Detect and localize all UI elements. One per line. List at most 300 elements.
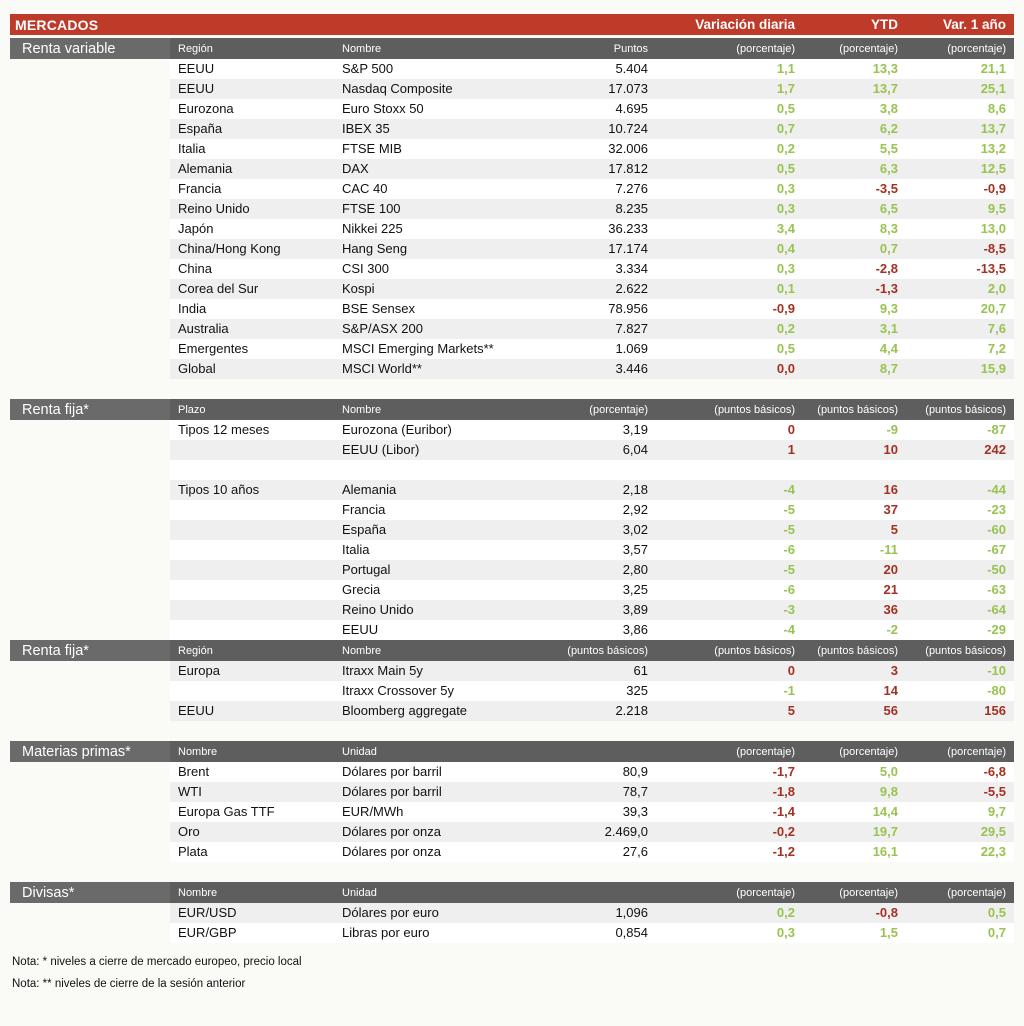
- cell-region: EEUU: [178, 81, 215, 96]
- cell-level: 3,25: [622, 582, 648, 597]
- row-label-spacer: [10, 903, 170, 923]
- row-cells: [170, 802, 1014, 822]
- table-row: [10, 681, 1014, 701]
- cell-daily-var: -0,9: [772, 301, 795, 316]
- cell-daily-var: -1: [783, 683, 795, 698]
- row-label-spacer: [10, 620, 170, 640]
- cell-ytd: 1,5: [879, 925, 898, 940]
- table-row: [10, 199, 1014, 219]
- cell-ytd: 9,3: [879, 301, 898, 316]
- col-unit-ytd: (puntos básicos): [817, 403, 898, 416]
- table-row: [10, 239, 1014, 259]
- cell-region: EUR/GBP: [178, 925, 237, 940]
- cell-ytd: 16: [883, 482, 898, 497]
- cell-1y-var: 13,2: [980, 141, 1006, 156]
- cell-level: 2.218: [615, 703, 648, 718]
- cell-name: Portugal: [342, 562, 391, 577]
- col-header-2: Nombre: [342, 42, 382, 55]
- table-row: [10, 560, 1014, 580]
- cell-level: 8.235: [615, 201, 648, 216]
- cell-ytd: -0,8: [875, 905, 898, 920]
- row-cells: [170, 620, 1014, 640]
- table-row: [10, 620, 1014, 640]
- table-row: [10, 359, 1014, 379]
- row-label-spacer: [10, 420, 170, 440]
- cell-level: 17.073: [608, 81, 648, 96]
- table-row: [10, 500, 1014, 520]
- cell-level: [532, 460, 655, 480]
- table-row: [10, 299, 1014, 319]
- report-title-bar: [10, 14, 1014, 35]
- col-header-3: (puntos básicos): [567, 644, 648, 657]
- cell-level: 1.069: [615, 341, 648, 356]
- cell-name: Itraxx Main 5y: [342, 663, 423, 678]
- row-cells: [170, 923, 1014, 943]
- cell-1y-var: 29,5: [980, 824, 1006, 839]
- col-header-2: Unidad: [342, 886, 377, 899]
- cell-1y-var: 242: [984, 442, 1006, 457]
- row-label-spacer: [10, 701, 170, 721]
- row-label-spacer: [10, 339, 170, 359]
- cell-daily-var: 0,3: [776, 181, 795, 196]
- cell-name: CAC 40: [342, 181, 388, 196]
- cell-level: 3,19: [622, 422, 648, 437]
- row-label-spacer: [10, 923, 170, 943]
- cell-1y-var: 0,7: [987, 925, 1006, 940]
- cell-1y-var: -29: [987, 622, 1006, 637]
- cell-daily-var: [655, 460, 801, 480]
- cell-1y-var: -64: [987, 602, 1006, 617]
- cell-daily-var: 1,7: [776, 81, 795, 96]
- cell-name: Dólares por onza: [342, 824, 441, 839]
- cell-daily-var: 0,2: [776, 905, 795, 920]
- cell-region: [170, 580, 342, 600]
- section-header-materias-primas: [10, 741, 1014, 762]
- cell-daily-var: -5: [783, 562, 795, 577]
- row-label-spacer: [10, 279, 170, 299]
- cell-name: Eurozona (Euribor): [342, 422, 452, 437]
- cell-region: Global: [178, 361, 216, 376]
- cell-daily-var: -6: [783, 582, 795, 597]
- cell-1y-var: 156: [984, 703, 1006, 718]
- row-cells: [170, 540, 1014, 560]
- cell-1y-var: 9,5: [987, 201, 1006, 216]
- cell-ytd: -2: [886, 622, 898, 637]
- cell-name: Bloomberg aggregate: [342, 703, 468, 718]
- cell-level: 325: [626, 683, 648, 698]
- cell-region: Alemania: [178, 161, 233, 176]
- row-cells: [170, 480, 1014, 500]
- col-header-1: Nombre: [178, 745, 218, 758]
- cell-region: Emergentes: [178, 341, 249, 356]
- cell-daily-var: -1,8: [772, 784, 795, 799]
- cell-name: Dólares por barril: [342, 784, 442, 799]
- footnotes: [10, 951, 1014, 995]
- row-label-spacer: [10, 259, 170, 279]
- cell-name: EUR/MWh: [342, 804, 404, 819]
- cell-ytd: 3,8: [879, 101, 898, 116]
- row-label-spacer: [10, 802, 170, 822]
- cell-daily-var: -5: [783, 502, 795, 517]
- table-row: [10, 99, 1014, 119]
- row-label-spacer: [10, 681, 170, 701]
- cell-ytd: -1,3: [875, 281, 898, 296]
- cell-region: Francia: [178, 181, 222, 196]
- row-cells: [170, 279, 1014, 299]
- row-label-spacer: [10, 842, 170, 862]
- row-label-spacer: [10, 440, 170, 460]
- cell-1y-var: 2,0: [987, 281, 1006, 296]
- cell-region: Oro: [178, 824, 200, 839]
- cell-name: Kospi: [342, 281, 375, 296]
- cell-region: Eurozona: [178, 101, 234, 116]
- cell-ytd: -2,8: [875, 261, 898, 276]
- table-row: [10, 480, 1014, 500]
- cell-region: España: [178, 121, 223, 136]
- cell-daily-var: -1,2: [772, 844, 795, 859]
- cell-level: 7.827: [615, 321, 648, 336]
- table-row: [10, 903, 1014, 923]
- row-label-spacer: [10, 219, 170, 239]
- col-unit-1y: (porcentaje): [947, 745, 1006, 758]
- cell-name: España: [342, 522, 387, 537]
- section-header-renta-variable: [10, 38, 1014, 59]
- cell-ytd: -3,5: [875, 181, 898, 196]
- cell-daily-var: 0,3: [776, 201, 795, 216]
- cell-name: Itraxx Crossover 5y: [342, 683, 454, 698]
- col-header-1: Región: [178, 644, 213, 657]
- cell-ytd: 13,3: [872, 61, 898, 76]
- cell-1y-var: 13,0: [980, 221, 1006, 236]
- cell-ytd: 14: [883, 683, 898, 698]
- cell-1y-var: 21,1: [980, 61, 1006, 76]
- cell-1y-var: 22,3: [980, 844, 1006, 859]
- cell-region: WTI: [178, 784, 202, 799]
- row-cells: [170, 701, 1014, 721]
- markets-report: [10, 14, 1014, 995]
- cell-ytd: 6,2: [879, 121, 898, 136]
- cell-ytd: 36: [883, 602, 898, 617]
- cell-region: [170, 560, 342, 580]
- cell-1y-var: -63: [987, 582, 1006, 597]
- cell-level: 80,9: [622, 764, 648, 779]
- cell-name: S&P/ASX 200: [342, 321, 423, 336]
- col-header-daily-variation: Variación diaria: [695, 17, 795, 32]
- table-row: [10, 762, 1014, 782]
- cell-daily-var: 0: [787, 422, 795, 437]
- cell-level: 2,92: [622, 502, 648, 517]
- row-label-spacer: [10, 359, 170, 379]
- row-cells: [170, 560, 1014, 580]
- cell-ytd: 3,1: [879, 321, 898, 336]
- row-cells: [170, 782, 1014, 802]
- col-unit-1y: (porcentaje): [947, 886, 1006, 899]
- cell-level: 10.724: [608, 121, 648, 136]
- table-row: [10, 580, 1014, 600]
- cell-level: 1,096: [615, 905, 648, 920]
- col-header-1: Región: [178, 42, 213, 55]
- cell-level: 17.812: [608, 161, 648, 176]
- cell-region: [170, 540, 342, 560]
- table-row: [10, 782, 1014, 802]
- table-row: [10, 701, 1014, 721]
- cell-name: IBEX 35: [342, 121, 390, 136]
- row-label-spacer: [10, 179, 170, 199]
- cell-region: [170, 620, 342, 640]
- section-header-renta-fija-credito: [10, 640, 1014, 661]
- row-cells: [170, 299, 1014, 319]
- cell-1y-var: -10: [987, 663, 1006, 678]
- row-label-spacer: [10, 159, 170, 179]
- cell-1y-var: -23: [987, 502, 1006, 517]
- section-title: Renta variable: [10, 38, 170, 59]
- row-label-spacer: [10, 762, 170, 782]
- cell-1y-var: 7,6: [987, 321, 1006, 336]
- cell-daily-var: 0,0: [776, 361, 795, 376]
- row-cells: [170, 500, 1014, 520]
- cell-daily-var: 1,1: [776, 61, 795, 76]
- row-cells: [170, 580, 1014, 600]
- cell-region: Reino Unido: [178, 201, 250, 216]
- col-unit-ytd: (porcentaje): [839, 745, 898, 758]
- cell-daily-var: -6: [783, 542, 795, 557]
- cell-1y-var: 7,2: [987, 341, 1006, 356]
- cell-1y-var: -6,8: [983, 764, 1006, 779]
- cell-name: S&P 500: [342, 61, 394, 76]
- cell-level: 39,3: [622, 804, 648, 819]
- cell-name: Dólares por onza: [342, 844, 441, 859]
- cell-name: Nikkei 225: [342, 221, 403, 236]
- col-unit-ytd: (porcentaje): [839, 42, 898, 55]
- cell-daily-var: 0,2: [776, 141, 795, 156]
- cell-1y-var: -13,5: [976, 261, 1006, 276]
- row-label-spacer: [10, 59, 170, 79]
- cell-ytd: 21: [883, 582, 898, 597]
- cell-name: [342, 460, 532, 480]
- cell-name: MSCI World**: [342, 361, 422, 376]
- cell-ytd: 13,7: [872, 81, 898, 96]
- col-header-3: Puntos: [613, 42, 648, 55]
- row-cells: [170, 822, 1014, 842]
- cell-daily-var: -0,2: [772, 824, 795, 839]
- col-header-3: (porcentaje): [589, 403, 648, 416]
- cell-level: 27,6: [622, 844, 648, 859]
- col-header-2: Unidad: [342, 745, 377, 758]
- row-cells: [170, 842, 1014, 862]
- cell-1y-var: 8,6: [987, 101, 1006, 116]
- cell-region: Tipos 10 años: [178, 482, 260, 497]
- row-label-spacer: [10, 480, 170, 500]
- row-cells: [170, 199, 1014, 219]
- cell-region: Japón: [178, 221, 214, 236]
- table-row: [10, 159, 1014, 179]
- row-cells: [170, 359, 1014, 379]
- row-label-spacer: [10, 119, 170, 139]
- row-cells: [170, 259, 1014, 279]
- row-cells: [170, 661, 1014, 681]
- table-row: [10, 319, 1014, 339]
- table-row: [10, 179, 1014, 199]
- col-unit-ytd: (puntos básicos): [817, 644, 898, 657]
- col-header-1: Nombre: [178, 886, 218, 899]
- cell-daily-var: 5: [787, 703, 795, 718]
- cell-1y-var: 15,9: [980, 361, 1006, 376]
- cell-daily-var: -1,7: [772, 764, 795, 779]
- table-row: [10, 822, 1014, 842]
- row-cells: [170, 59, 1014, 79]
- cell-region: Brent: [178, 764, 210, 779]
- cell-daily-var: 0,3: [776, 261, 795, 276]
- table-row: [10, 59, 1014, 79]
- footnote-1: Nota: * niveles a cierre de mercado europeo, precio local: [12, 956, 302, 968]
- cell-name: EEUU (Libor): [342, 442, 420, 457]
- cell-ytd: 14,4: [872, 804, 898, 819]
- cell-region: EEUU: [178, 703, 215, 718]
- row-label-spacer: [10, 460, 170, 480]
- row-cells: [170, 179, 1014, 199]
- cell-ytd: 5: [890, 522, 898, 537]
- cell-1y-var: -8,5: [983, 241, 1006, 256]
- row-label-spacer: [10, 239, 170, 259]
- cell-1y-var: 0,5: [987, 905, 1006, 920]
- cell-level: 78,7: [622, 784, 648, 799]
- cell-name: Italia: [342, 542, 370, 557]
- cell-level: 5.404: [615, 61, 648, 76]
- cell-1y-var: -44: [987, 482, 1006, 497]
- cell-level: 3,89: [622, 602, 648, 617]
- row-cells: [170, 339, 1014, 359]
- cell-1y-var: 25,1: [980, 81, 1006, 96]
- cell-ytd: 3: [890, 663, 898, 678]
- cell-name: Grecia: [342, 582, 381, 597]
- row-label-spacer: [10, 560, 170, 580]
- cell-1y-var: -67: [987, 542, 1006, 557]
- cell-daily-var: -4: [783, 482, 795, 497]
- table-row: [10, 259, 1014, 279]
- cell-1y-var: -80: [987, 683, 1006, 698]
- col-unit-daily: (porcentaje): [736, 42, 795, 55]
- section-header-divisas: [10, 882, 1014, 903]
- cell-region: [170, 440, 342, 460]
- table-row: [10, 600, 1014, 620]
- cell-level: 78.956: [608, 301, 648, 316]
- cell-ytd: 5,0: [879, 764, 898, 779]
- cell-daily-var: 0: [787, 663, 795, 678]
- cell-daily-var: -1,4: [772, 804, 795, 819]
- cell-region: China: [178, 261, 212, 276]
- cell-ytd: -9: [886, 422, 898, 437]
- cell-level: 3,57: [622, 542, 648, 557]
- cell-daily-var: 0,5: [776, 101, 795, 116]
- row-cells: [170, 99, 1014, 119]
- cell-level: 61: [633, 663, 648, 678]
- cell-region: Tipos 12 meses: [178, 422, 270, 437]
- table-row: [10, 440, 1014, 460]
- cell-level: 7.276: [615, 181, 648, 196]
- section-header-renta-fija-tipos: [10, 399, 1014, 420]
- row-cells: [170, 119, 1014, 139]
- footnote-2: Nota: ** niveles de cierre de la sesión anterior: [12, 978, 246, 990]
- cell-level: 4.695: [615, 101, 648, 116]
- cell-ytd: 4,4: [879, 341, 898, 356]
- cell-1y-var: -0,9: [983, 181, 1006, 196]
- cell-name: MSCI Emerging Markets**: [342, 341, 494, 356]
- col-unit-1y: (porcentaje): [947, 42, 1006, 55]
- cell-daily-var: 3,4: [776, 221, 795, 236]
- cell-name: Hang Seng: [342, 241, 408, 256]
- cell-daily-var: 0,5: [776, 161, 795, 176]
- cell-ytd: 0,7: [879, 241, 898, 256]
- cell-daily-var: 0,2: [776, 321, 795, 336]
- row-cells: [170, 420, 1014, 440]
- report-title: MERCADOS: [15, 16, 99, 33]
- table-row: [10, 923, 1014, 943]
- table-row: [10, 520, 1014, 540]
- cell-level: 3,86: [622, 622, 648, 637]
- cell-name: Alemania: [342, 482, 397, 497]
- cell-region: Europa: [178, 663, 220, 678]
- col-unit-daily: (puntos básicos): [714, 403, 795, 416]
- cell-region: Europa Gas TTF: [178, 804, 275, 819]
- cell-ytd: 6,3: [879, 161, 898, 176]
- row-cells: [170, 520, 1014, 540]
- cell-level: 32.006: [608, 141, 648, 156]
- row-cells: [170, 681, 1014, 701]
- cell-ytd: 8,3: [879, 221, 898, 236]
- cell-name: BSE Sensex: [342, 301, 415, 316]
- cell-name: Dólares por barril: [342, 764, 442, 779]
- table-row: [10, 460, 1014, 480]
- col-unit-daily: (porcentaje): [736, 745, 795, 758]
- table-row: [10, 219, 1014, 239]
- cell-1y-var: 13,7: [980, 121, 1006, 136]
- cell-region: EEUU: [178, 61, 215, 76]
- cell-level: 0,854: [615, 925, 648, 940]
- cell-1y-var: -50: [987, 562, 1006, 577]
- row-label-spacer: [10, 500, 170, 520]
- cell-ytd: 20: [883, 562, 898, 577]
- col-unit-daily: (puntos básicos): [714, 644, 795, 657]
- cell-1y-var: 12,5: [980, 161, 1006, 176]
- table-row: [10, 339, 1014, 359]
- row-cells: [170, 239, 1014, 259]
- cell-ytd: 16,1: [872, 844, 898, 859]
- cell-level: 2,18: [622, 482, 648, 497]
- table-row: [10, 661, 1014, 681]
- cell-region: [170, 681, 342, 701]
- cell-level: 36.233: [608, 221, 648, 236]
- cell-ytd: 37: [883, 502, 898, 517]
- row-label-spacer: [10, 782, 170, 802]
- col-unit-1y: (puntos básicos): [925, 644, 1006, 657]
- col-header-2: Nombre: [342, 644, 382, 657]
- cell-ytd: 6,5: [879, 201, 898, 216]
- col-header-ytd: YTD: [871, 17, 898, 32]
- table-row: [10, 842, 1014, 862]
- row-label-spacer: [10, 99, 170, 119]
- cell-region: Corea del Sur: [178, 281, 259, 296]
- cell-ytd: 9,8: [879, 784, 898, 799]
- table-row: [10, 279, 1014, 299]
- col-header-1y-variation: Var. 1 año: [942, 17, 1006, 32]
- row-cells: [170, 159, 1014, 179]
- cell-1y-var: -87: [987, 422, 1006, 437]
- cell-name: EEUU: [342, 622, 379, 637]
- cell-1y-var: -60: [987, 522, 1006, 537]
- cell-ytd: 10: [883, 442, 898, 457]
- cell-region: [170, 600, 342, 620]
- cell-ytd: [801, 460, 904, 480]
